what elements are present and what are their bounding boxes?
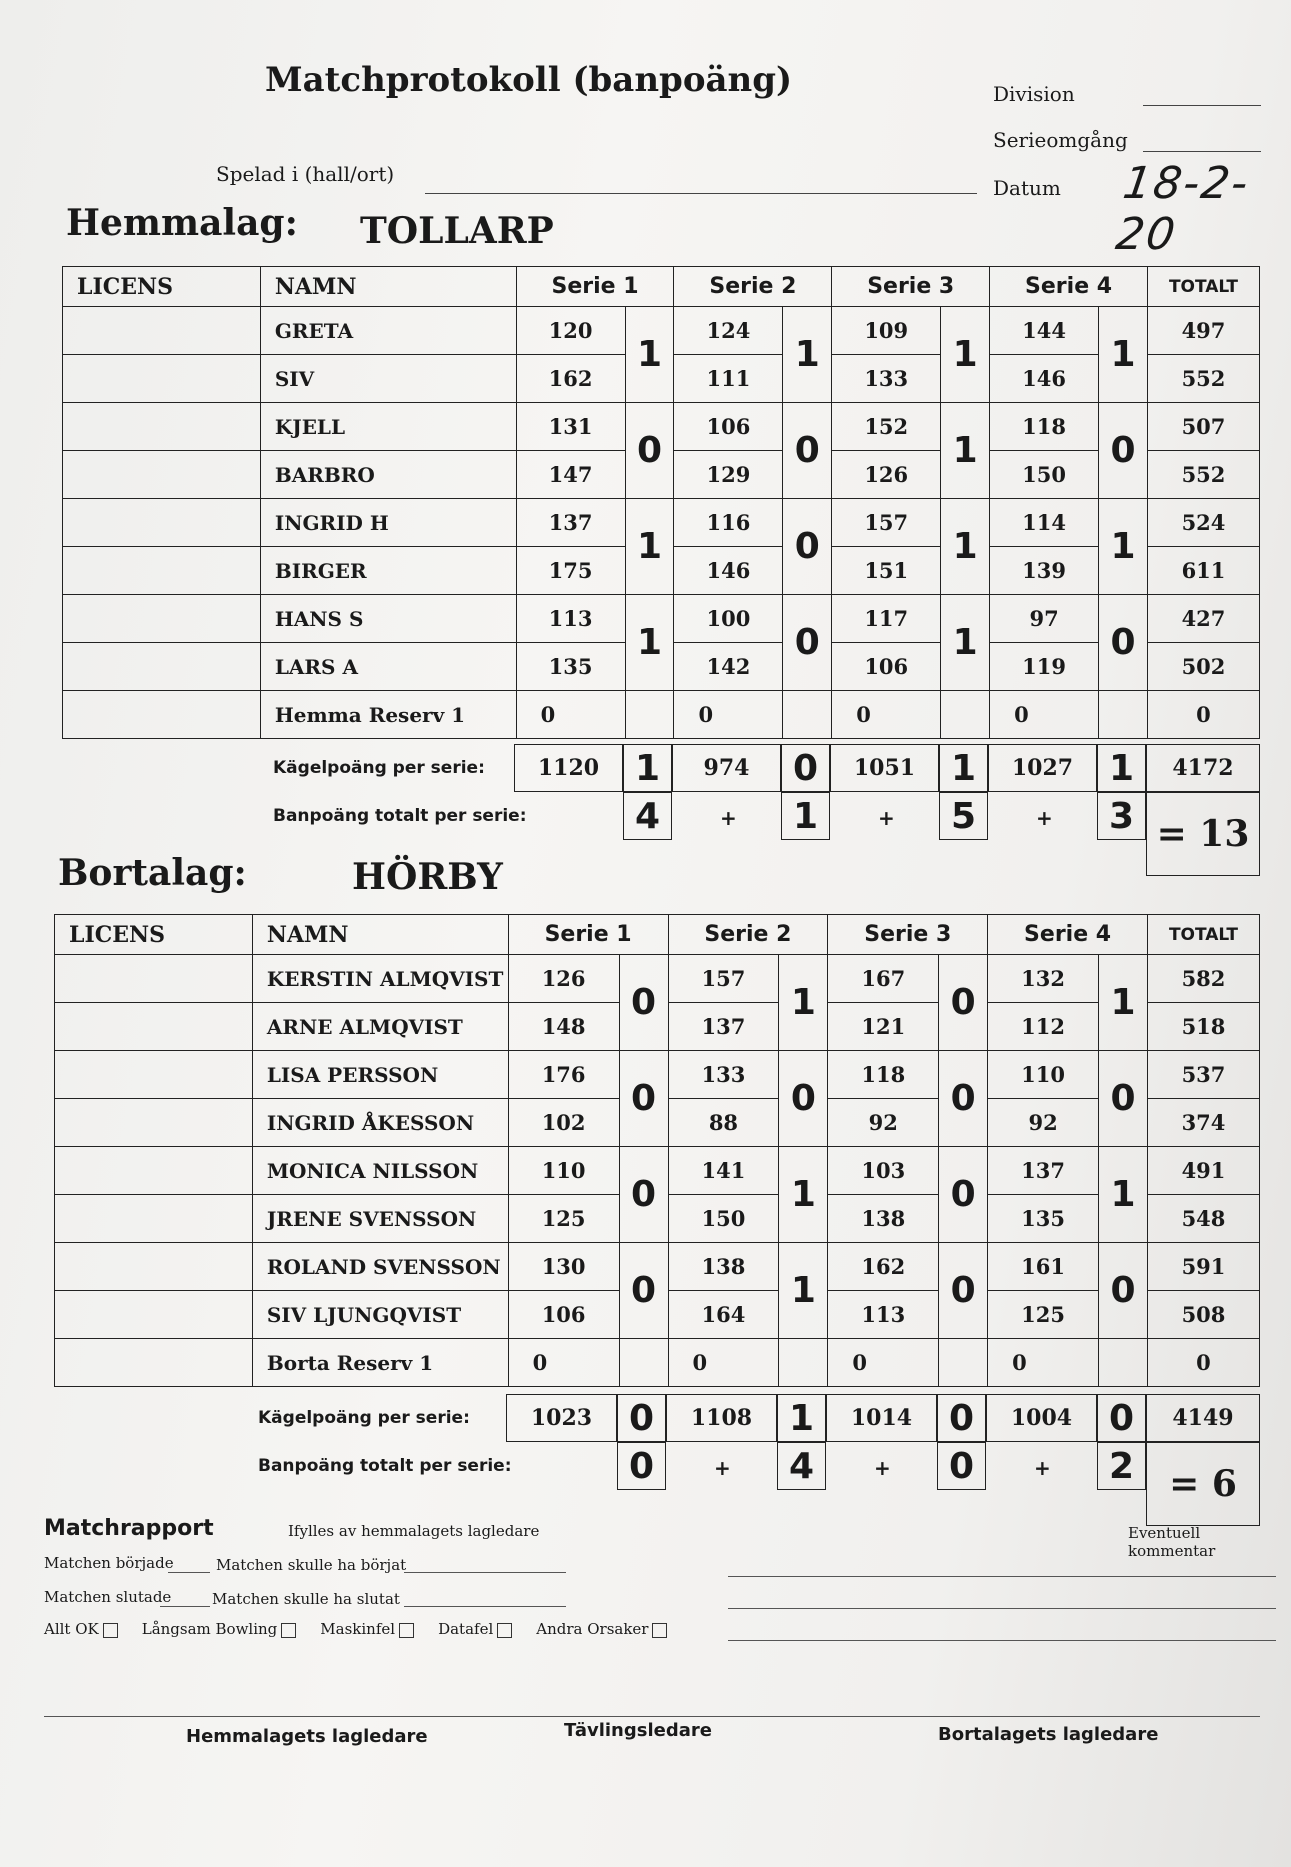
- player-name: MONICA NILSSON: [252, 1147, 508, 1195]
- col-serie1: Serie 1: [516, 267, 674, 307]
- home-kagel-s3: 1051: [830, 744, 939, 792]
- player-total: 427: [1147, 595, 1259, 643]
- player-name: BARBRO: [260, 451, 516, 499]
- serie-score: 110: [508, 1147, 619, 1195]
- started-line[interactable]: [168, 1572, 210, 1573]
- serie-score: 142: [674, 643, 783, 691]
- player-name: LISA PERSSON: [252, 1051, 508, 1099]
- home-ban-s4: 3: [1097, 792, 1146, 840]
- player-name: HANS S: [260, 595, 516, 643]
- spelad-line: [425, 192, 977, 194]
- serie-score: 106: [508, 1291, 619, 1339]
- away-kagel-total: 4149: [1146, 1394, 1260, 1442]
- away-kagel-label: Kägelpoäng per serie:: [258, 1408, 470, 1428]
- serie-score: 117: [832, 595, 941, 643]
- serie-score: 120: [516, 307, 625, 355]
- serie-score: 138: [668, 1243, 779, 1291]
- pair-point: 1: [941, 307, 990, 403]
- checkbox-maskinfel[interactable]: [320, 1620, 414, 1638]
- licens-cell[interactable]: [55, 1051, 253, 1099]
- pair-point-empty: [779, 1339, 828, 1387]
- player-total: 524: [1147, 499, 1259, 547]
- serieomgang-line: [1143, 150, 1261, 152]
- signature-home-leader: Hemmalagets lagledare: [186, 1726, 428, 1747]
- licens-cell[interactable]: [55, 1147, 253, 1195]
- serie-score: 150: [668, 1195, 779, 1243]
- serie-score: 148: [508, 1003, 619, 1051]
- checkbox-label: Maskinfel: [320, 1620, 396, 1638]
- checkbox-label: Datafel: [438, 1620, 494, 1638]
- licens-cell[interactable]: [55, 1099, 253, 1147]
- away-kagel-s3: 1014: [826, 1394, 937, 1442]
- serie-score: 113: [828, 1291, 939, 1339]
- home-kagel-s2: 974: [672, 744, 781, 792]
- serie-score: 139: [990, 547, 1099, 595]
- away-ban-total: = 6: [1146, 1442, 1260, 1526]
- serie-score: 137: [988, 1147, 1099, 1195]
- checkbox-langsam-bowling[interactable]: [142, 1620, 297, 1638]
- checkbox-square[interactable]: [652, 1623, 667, 1638]
- serie-score: 161: [988, 1243, 1099, 1291]
- serie-score: 97: [990, 595, 1099, 643]
- checkbox-square[interactable]: [497, 1623, 512, 1638]
- plus-sign: +: [878, 806, 895, 830]
- col-licens: LICENS: [63, 267, 261, 307]
- serie-score: 119: [990, 643, 1099, 691]
- licens-cell[interactable]: [63, 403, 261, 451]
- away-ban-label: Banpoäng totalt per serie:: [258, 1456, 512, 1476]
- serie-score: 137: [516, 499, 625, 547]
- home-kagel-total: 4172: [1146, 744, 1260, 792]
- player-total: 591: [1147, 1243, 1259, 1291]
- col-serie4: Serie 4: [988, 915, 1148, 955]
- checkbox-andra-orsaker[interactable]: [536, 1620, 667, 1638]
- licens-cell[interactable]: [63, 643, 261, 691]
- away-team-label: Bortalag:: [58, 852, 247, 894]
- should-end-label: Matchen skulle ha slutat: [212, 1590, 400, 1608]
- licens-cell[interactable]: [63, 307, 261, 355]
- serie-score: 106: [832, 643, 941, 691]
- checkbox-allt-ok[interactable]: [44, 1620, 118, 1638]
- datum-label: Datum: [993, 176, 1061, 200]
- pair-point: 0: [783, 403, 832, 499]
- player-name: ROLAND SVENSSON: [252, 1243, 508, 1291]
- serie-score: 0: [668, 1339, 779, 1387]
- serie-score: 131: [516, 403, 625, 451]
- away-kagel-row: [506, 1394, 1260, 1442]
- player-total: 518: [1147, 1003, 1259, 1051]
- serie-score: 151: [832, 547, 941, 595]
- home-ban-s1: 4: [623, 792, 672, 840]
- serie-score: 167: [828, 955, 939, 1003]
- home-team-label: Hemmalag:: [66, 202, 298, 244]
- player-name: KJELL: [260, 403, 516, 451]
- pair-point: 1: [625, 595, 674, 691]
- reserve-name: Borta Reserv 1: [252, 1339, 508, 1387]
- pair-point: 0: [783, 499, 832, 595]
- serie-score: 141: [668, 1147, 779, 1195]
- pair-point-empty: [941, 691, 990, 739]
- home-ban-total: = 13: [1146, 792, 1260, 876]
- licens-cell[interactable]: [55, 1243, 253, 1291]
- serie-score: 133: [832, 355, 941, 403]
- col-totalt: TOTALT: [1147, 267, 1259, 307]
- should-start-label: Matchen skulle ha börjat: [216, 1556, 407, 1574]
- player-total: 548: [1147, 1195, 1259, 1243]
- serie-score: 110: [988, 1051, 1099, 1099]
- licens-cell[interactable]: [63, 451, 261, 499]
- col-licens: LICENS: [55, 915, 253, 955]
- serie-score: 175: [516, 547, 625, 595]
- table-row: [55, 1147, 1260, 1195]
- table-row: [55, 955, 1260, 1003]
- pair-point: 0: [619, 955, 668, 1051]
- col-serie2: Serie 2: [668, 915, 828, 955]
- signature-competition-leader: Tävlingsledare: [564, 1720, 712, 1741]
- licens-cell[interactable]: [55, 955, 253, 1003]
- pair-point: 1: [779, 955, 828, 1051]
- serie-score: 0: [990, 691, 1099, 739]
- player-name: JRENE SVENSSON: [252, 1195, 508, 1243]
- report-title: Matchrapport: [44, 1516, 214, 1541]
- serie-score: 114: [990, 499, 1099, 547]
- player-total: 491: [1147, 1147, 1259, 1195]
- serie-score: 0: [516, 691, 625, 739]
- pair-point: 1: [941, 595, 990, 691]
- away-ban-s3: 0: [937, 1442, 986, 1490]
- pair-point: 1: [1099, 307, 1148, 403]
- away-ban-s2: 4: [777, 1442, 826, 1490]
- licens-cell[interactable]: [55, 1003, 253, 1051]
- player-total: 611: [1147, 547, 1259, 595]
- serie-score: 124: [674, 307, 783, 355]
- serie-score: 164: [668, 1291, 779, 1339]
- pair-point: 0: [939, 1243, 988, 1339]
- player-total: 508: [1147, 1291, 1259, 1339]
- serie-score: 126: [508, 955, 619, 1003]
- pair-point: 0: [1099, 403, 1148, 499]
- signature-line: [44, 1716, 1260, 1717]
- serie-score: 92: [988, 1099, 1099, 1147]
- home-kagel-s1: 1120: [514, 744, 623, 792]
- plus-sign: +: [714, 1456, 731, 1480]
- serie-score: 0: [832, 691, 941, 739]
- home-ban-s2: 1: [781, 792, 830, 840]
- checkbox-square[interactable]: [281, 1623, 296, 1638]
- away-kagel-pt-s1: 0: [617, 1394, 666, 1442]
- serie-score: 112: [988, 1003, 1099, 1051]
- serie-score: 125: [988, 1291, 1099, 1339]
- home-ban-label: Banpoäng totalt per serie:: [273, 806, 527, 826]
- col-namn: NAMN: [260, 267, 516, 307]
- report-subtitle: Ifylles av hemmalagets lagledare: [288, 1522, 540, 1540]
- checkbox-square[interactable]: [399, 1623, 414, 1638]
- serie-score: 132: [988, 955, 1099, 1003]
- serie-score: 0: [828, 1339, 939, 1387]
- pair-point: 1: [941, 499, 990, 595]
- serie-score: 118: [990, 403, 1099, 451]
- pair-point: 1: [1099, 955, 1148, 1051]
- signature-away-leader: Bortalagets lagledare: [938, 1724, 1159, 1745]
- away-kagel-pt-s2: 1: [777, 1394, 826, 1442]
- serie-score: 152: [832, 403, 941, 451]
- licens-cell[interactable]: [55, 1339, 253, 1387]
- player-name: SIV: [260, 355, 516, 403]
- serie-score: 150: [990, 451, 1099, 499]
- serie-score: 129: [674, 451, 783, 499]
- pair-point: 0: [625, 403, 674, 499]
- serie-score: 135: [988, 1195, 1099, 1243]
- pair-point: 0: [783, 595, 832, 691]
- pair-point: 1: [779, 1147, 828, 1243]
- serie-score: 146: [990, 355, 1099, 403]
- home-kagel-pt-s4: 1: [1097, 744, 1146, 792]
- plus-sign: +: [720, 806, 737, 830]
- serie-score: 113: [516, 595, 625, 643]
- pair-point: 0: [619, 1147, 668, 1243]
- pair-point: 0: [1099, 1243, 1148, 1339]
- pair-point: 0: [779, 1051, 828, 1147]
- table-row: [63, 403, 1260, 451]
- status-checkboxes: [44, 1620, 667, 1638]
- checkbox-label: Andra Orsaker: [536, 1620, 649, 1638]
- serie-score: 144: [990, 307, 1099, 355]
- pair-point: 0: [1099, 595, 1148, 691]
- plus-sign: +: [874, 1456, 891, 1480]
- player-name: KERSTIN ALMQVIST: [252, 955, 508, 1003]
- pair-point: 1: [783, 307, 832, 403]
- checkbox-datafel[interactable]: [438, 1620, 512, 1638]
- serie-score: 176: [508, 1051, 619, 1099]
- player-total: 507: [1147, 403, 1259, 451]
- serie-score: 157: [832, 499, 941, 547]
- table-row: [55, 1051, 1260, 1099]
- division-label: Division: [993, 82, 1075, 106]
- should-end-line[interactable]: [404, 1606, 566, 1607]
- pair-point-empty: [619, 1339, 668, 1387]
- pair-point: 0: [1099, 1051, 1148, 1147]
- col-serie4: Serie 4: [990, 267, 1148, 307]
- player-total: 502: [1147, 643, 1259, 691]
- player-total: 497: [1147, 307, 1259, 355]
- ended-line[interactable]: [160, 1606, 210, 1607]
- serie-score: 137: [668, 1003, 779, 1051]
- serie-score: 116: [674, 499, 783, 547]
- reserve-total: 0: [1147, 1339, 1259, 1387]
- pair-point: 0: [619, 1243, 668, 1339]
- serie-score: 162: [828, 1243, 939, 1291]
- pair-point: 0: [939, 1147, 988, 1243]
- serie-score: 88: [668, 1099, 779, 1147]
- home-kagel-pt-s2: 0: [781, 744, 830, 792]
- licens-cell[interactable]: [63, 547, 261, 595]
- pair-point: 0: [939, 1051, 988, 1147]
- away-kagel-pt-s4: 0: [1097, 1394, 1146, 1442]
- reserve-name: Hemma Reserv 1: [260, 691, 516, 739]
- serie-score: 109: [832, 307, 941, 355]
- serie-score: 121: [828, 1003, 939, 1051]
- reserve-row: [63, 691, 1260, 739]
- pair-point: 1: [1099, 1147, 1148, 1243]
- pair-point: 1: [625, 307, 674, 403]
- player-total: 374: [1147, 1099, 1259, 1147]
- pair-point-empty: [1099, 691, 1148, 739]
- col-totalt: TOTALT: [1147, 915, 1259, 955]
- home-team-name: TOLLARP: [360, 210, 554, 252]
- division-line: [1143, 104, 1261, 106]
- serie-score: 111: [674, 355, 783, 403]
- serie-score: 138: [828, 1195, 939, 1243]
- pair-point-empty: [1099, 1339, 1148, 1387]
- serie-score: 106: [674, 403, 783, 451]
- away-kagel-pt-s3: 0: [937, 1394, 986, 1442]
- comment-label: Eventuell kommentar: [1128, 1524, 1216, 1560]
- home-kagel-s4: 1027: [988, 744, 1097, 792]
- serie-score: 0: [988, 1339, 1099, 1387]
- serie-score: 147: [516, 451, 625, 499]
- away-score-table: [54, 914, 1260, 1387]
- serie-score: 146: [674, 547, 783, 595]
- page-title: Matchprotokoll (banpoäng): [265, 60, 793, 100]
- spelad-label: Spelad i (hall/ort): [216, 162, 395, 186]
- plus-sign: +: [1034, 1456, 1051, 1480]
- away-kagel-s1: 1023: [506, 1394, 617, 1442]
- table-row: [63, 499, 1260, 547]
- pair-point-empty: [625, 691, 674, 739]
- table-header-row: [63, 267, 1260, 307]
- should-start-line[interactable]: [404, 1572, 566, 1573]
- player-total: 552: [1147, 451, 1259, 499]
- licens-cell[interactable]: [63, 355, 261, 403]
- reserve-total: 0: [1147, 691, 1259, 739]
- player-name: GRETA: [260, 307, 516, 355]
- home-score-table: [62, 266, 1260, 739]
- player-name: LARS A: [260, 643, 516, 691]
- comment-line-3[interactable]: [728, 1640, 1276, 1641]
- started-label: Matchen började: [44, 1554, 174, 1572]
- licens-cell[interactable]: [63, 499, 261, 547]
- pair-point: 1: [625, 499, 674, 595]
- home-kagel-row: [514, 744, 1260, 792]
- table-header-row: [55, 915, 1260, 955]
- plus-sign: +: [1036, 806, 1053, 830]
- col-serie1: Serie 1: [508, 915, 668, 955]
- away-kagel-s2: 1108: [666, 1394, 777, 1442]
- table-row: [63, 595, 1260, 643]
- licens-cell[interactable]: [55, 1291, 253, 1339]
- home-kagel-pt-s3: 1: [939, 744, 988, 792]
- player-name: BIRGER: [260, 547, 516, 595]
- serie-score: 103: [828, 1147, 939, 1195]
- serie-score: 130: [508, 1243, 619, 1291]
- serie-score: 157: [668, 955, 779, 1003]
- comment-line-2[interactable]: [728, 1608, 1276, 1609]
- away-kagel-s4: 1004: [986, 1394, 1097, 1442]
- player-name: ARNE ALMQVIST: [252, 1003, 508, 1051]
- player-total: 582: [1147, 955, 1259, 1003]
- checkbox-label: Allt OK: [44, 1620, 99, 1638]
- pair-point: 0: [939, 955, 988, 1051]
- pair-point-empty: [939, 1339, 988, 1387]
- serie-score: 125: [508, 1195, 619, 1243]
- player-name: INGRID H: [260, 499, 516, 547]
- col-serie3: Serie 3: [828, 915, 988, 955]
- player-total: 537: [1147, 1051, 1259, 1099]
- player-name: SIV LJUNGQVIST: [252, 1291, 508, 1339]
- serie-score: 0: [674, 691, 783, 739]
- player-name: INGRID ÅKESSON: [252, 1099, 508, 1147]
- serie-score: 133: [668, 1051, 779, 1099]
- comment-line-1[interactable]: [728, 1576, 1276, 1577]
- licens-cell[interactable]: [55, 1195, 253, 1243]
- checkbox-square[interactable]: [103, 1623, 118, 1638]
- reserve-row: [55, 1339, 1260, 1387]
- pair-point-empty: [783, 691, 832, 739]
- pair-point: 1: [779, 1243, 828, 1339]
- home-ban-s3: 5: [939, 792, 988, 840]
- licens-cell[interactable]: [63, 595, 261, 643]
- serieomgang-label: Serieomgång: [993, 128, 1128, 152]
- serie-score: 118: [828, 1051, 939, 1099]
- away-team-name: HÖRBY: [352, 856, 503, 898]
- checkbox-label: Långsam Bowling: [141, 1620, 278, 1638]
- away-ban-s4: 2: [1097, 1442, 1146, 1490]
- away-ban-s1: 0: [617, 1442, 666, 1490]
- serie-score: 92: [828, 1099, 939, 1147]
- home-kagel-label: Kägelpoäng per serie:: [273, 758, 485, 778]
- pair-point: 1: [941, 403, 990, 499]
- player-total: 552: [1147, 355, 1259, 403]
- serie-score: 126: [832, 451, 941, 499]
- col-serie2: Serie 2: [674, 267, 832, 307]
- ended-label: Matchen slutade: [44, 1588, 172, 1606]
- serie-score: 102: [508, 1099, 619, 1147]
- licens-cell[interactable]: [63, 691, 261, 739]
- serie-score: 0: [508, 1339, 619, 1387]
- serie-score: 100: [674, 595, 783, 643]
- serie-score: 162: [516, 355, 625, 403]
- col-serie3: Serie 3: [832, 267, 990, 307]
- table-row: [63, 307, 1260, 355]
- serie-score: 135: [516, 643, 625, 691]
- pair-point: 0: [619, 1051, 668, 1147]
- table-row: [55, 1243, 1260, 1291]
- col-namn: NAMN: [252, 915, 508, 955]
- pair-point: 1: [1099, 499, 1148, 595]
- home-kagel-pt-s1: 1: [623, 744, 672, 792]
- datum-value: 18-2-20: [1112, 158, 1253, 260]
